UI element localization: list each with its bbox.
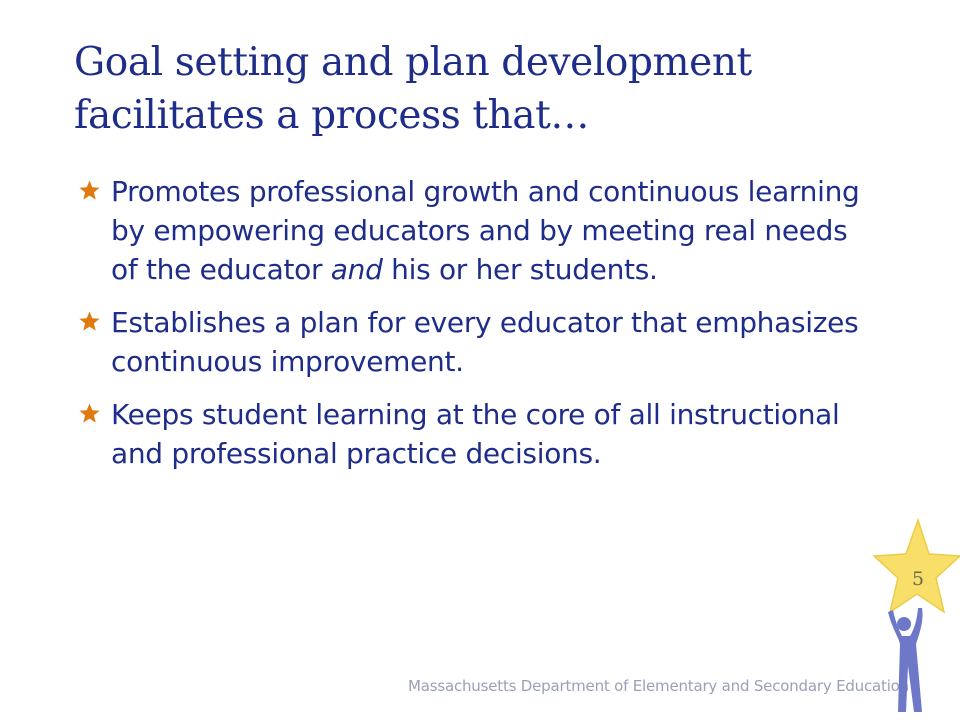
star-bullet-icon bbox=[78, 310, 101, 333]
bullet-item bbox=[78, 303, 878, 381]
bullet-list bbox=[78, 172, 878, 487]
bullet-text: Establishes a plan for every educator that emphasizes continuous improvement. bbox=[111, 306, 859, 378]
star-bullet-icon bbox=[78, 402, 101, 425]
bullet-text: Keeps student learning at the core of all instructional and professional practice decisions. bbox=[111, 398, 840, 470]
star-bullet-icon bbox=[78, 179, 101, 202]
slide-title: Goal setting and plan development facilitates a process that… bbox=[74, 40, 752, 138]
bullet-text: Promotes professional growth and continuous learning by empowering educators and by meeting real needs of the educator and his or her students. bbox=[111, 175, 860, 286]
star-person-logo-icon bbox=[862, 516, 960, 720]
bullet-emphasis: and bbox=[330, 253, 383, 286]
bullet-item bbox=[78, 172, 878, 289]
footer-text: Massachusetts Department of Elementary and Secondary Education bbox=[408, 677, 909, 695]
page-number: 5 bbox=[911, 568, 925, 590]
bullet-item bbox=[78, 395, 878, 473]
